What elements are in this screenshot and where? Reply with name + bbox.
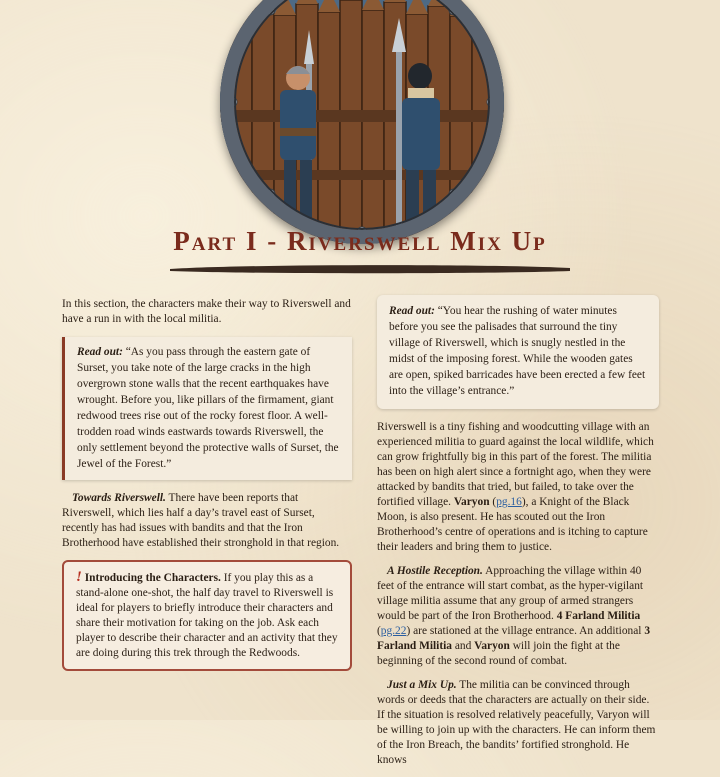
towards-riverswell-text: There have been reports that Riverswell, which lies half a day’s travel east of Surset, recently has had issues with bandits and that the Iron Brotherhood have established their stronghold in that region. [62,492,340,549]
towards-riverswell-heading: Towards Riverswell. [72,492,166,504]
hostile-reception-text: Approaching the village within 40 feet of the entrance will start combat, as the hyper-vigilant village militia assume that any group of armed strangers would be part of the Iron Brotherhood. [377,565,644,622]
left-column [62,297,352,671]
intro-paragraph: In this section, the characters make their way to Riverswell and have a run in with the local militia. [62,298,351,325]
militia-count: 4 Farland Militia [556,610,641,622]
conjunction: and [454,640,472,652]
mix-up-text: The militia can be convinced through words or deeds that the characters are actually on their side. If the situation is resolved relatively peacefully, Varyon will be willing to join up with the characters. He can inform them of the Iron Breach, the bandits’ fortified stronghold. He knows [377,679,656,766]
read-out-box-left [62,337,352,480]
towards-riverswell-paragraph [62,491,352,551]
varyon-name-2: Varyon [474,640,510,652]
read-out-label: Read out: [77,346,123,358]
callout-text: If you play this as a stand-alone one-shot, the half day travel to Riverswell is ideal for players to briefly introduce their characters and share their motivation for taking on the job. Ask each player to describe their character and an activity that they are doing during this trek through the Redwoods. [76,572,338,659]
hostile-reception-text-2: are stationed at the village entrance. An additional [413,625,642,637]
right-column [377,295,659,777]
varyon-text: , a Knight of the Black Moon, is also present. He has scouted out the Iron Brotherhood’s centre of operations and is itching to capture their leaders and bring them to justice. [377,496,648,553]
hostile-reception-paragraph: A Hostile Reception. Approaching the village within 40 feet of the entrance will start combat, as the hyper-vigilant village militia assume that any group of armed strangers would be part of the Iron Brotherhood. 4 Farland Militia (pg.22) are stationed at the village entrance. An additional 3 Farland Militia and Varyon will join the fight at the beginning of the second round of combat. [377,565,651,667]
hostile-reception-heading: A Hostile Reception. [387,565,483,577]
militia-page-link[interactable]: pg.22 [380,625,407,637]
varyon-name: Varyon [453,496,490,508]
read-out-text: “As you pass through the eastern gate of Surset, you take note of the large cracks in the high overgrown stone walls that the recent earthquakes have wrought. Before you, like pillars of the firmament, giant redwood trees rise out of the rocky forest floor. A well-trodden road winds eastwards towards Riverswell, the only settlement beyond the protective walls of Surset, the Jewel of the Forest.” [77,346,339,470]
read-out-label: Read out: [389,305,435,317]
militia-count-2: 3 Farland Militia [377,625,651,652]
guards-illustration [220,0,504,244]
read-out-box-right [377,295,659,409]
page-title: Part I - Riverswell Mix Up [173,226,547,256]
read-out-text: “You hear the rushing of water minutes before you see the palisades that surround the tiny village of Riverswell, which is snugly nestled in the midst of the imposing forest. While the wooden gates are open, spiked barricades have been erected a few feet into the village’s entrance.” [389,305,646,397]
introducing-characters-callout [62,560,352,671]
title-underline [170,262,570,276]
callout-heading: Introducing the Characters. [84,572,221,584]
varyon-page-link[interactable]: pg.16 [496,496,522,508]
mix-up-heading: Just a Mix Up. [387,679,457,691]
riverswell-text: Riverswell is a tiny fishing and woodcutting village with an experienced militia to guard against the local wildlife, which can grow frightfully big in this part of the forest. The militia has been on high alert since a fortnight ago, when they were attacked by bandits that tried, but failed, to take over the fortified village. [377,421,654,508]
exclamation-icon: ! [76,569,82,585]
hostile-reception-text-3: will join the fight at the beginning of the second round of combat. [377,640,620,667]
mix-up-paragraph [377,678,659,768]
riverswell-paragraph: Riverswell is a tiny fishing and woodcutting village with an experienced militia to guard against the local wildlife, which can grow frightfully big in this part of the forest. The militia has been on high alert since a fortnight ago, when they were attacked by bandits that tried, but failed, to take over the fortified village. Varyon (pg.16), a Knight of the Black Moon, is also present. He has scouted out the Iron Brotherhood’s centre of operations and is itching to capture their leaders and bring them to justice. [377,421,654,553]
